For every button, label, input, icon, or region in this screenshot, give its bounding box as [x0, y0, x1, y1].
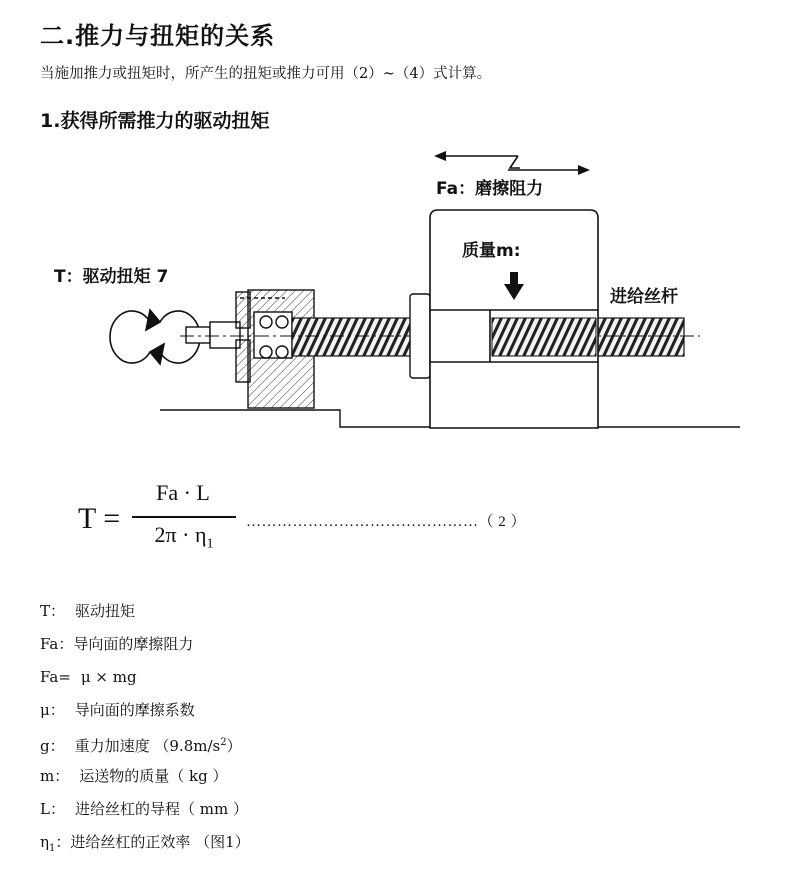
mass-label: 质量m: [462, 241, 521, 261]
definition-item: m： 运送物的质量（ kg ） [40, 767, 228, 785]
definition-item: T： 驱动扭矩 [40, 602, 136, 620]
motor-shaft [186, 322, 240, 348]
formula-lhs: T = [78, 502, 121, 535]
formula-denominator: $2\pi \cdot \eta_1$ [154, 522, 214, 552]
screw-label: 进给丝杆 [610, 287, 678, 307]
fraction-bar [132, 516, 236, 518]
screw-inside-nut [492, 318, 596, 356]
nut-flange [410, 294, 430, 378]
definition-item: Fa：导向面的摩擦阻力 [40, 635, 194, 653]
page-title: 二.推力与扭矩的关系 [40, 22, 276, 50]
ball-screw-diagram [0, 140, 808, 440]
intro-text: 当施加推力或扭矩时，所产生的扭矩或推力可用（2）~（4）式计算。 [40, 66, 492, 82]
friction-label: Fa：磨擦阻力 [436, 179, 544, 199]
formula-reference: ………………………………………（ 2 ） [246, 514, 527, 530]
definition-item: Fa= μ × mg [40, 668, 137, 686]
torque-formula [78, 478, 638, 558]
definition-item: μ： 导向面的摩擦系数 [40, 701, 195, 719]
definition-item: $\eta_1$：进给丝杠的正效率 （图1） [40, 833, 250, 854]
section-heading: 1.获得所需推力的驱动扭矩 [40, 110, 270, 132]
torque-label: T：驱动扭矩 7 [54, 267, 169, 287]
definition-item: L： 进给丝杠的导程（ mm ） [40, 800, 248, 818]
friction-arrow-icon [434, 151, 590, 175]
definition-item: g： 重力加速度 $(9.8m/s^2)$ [40, 737, 242, 755]
definitions-list [40, 600, 250, 864]
formula-numerator: Fa · L [156, 480, 210, 505]
